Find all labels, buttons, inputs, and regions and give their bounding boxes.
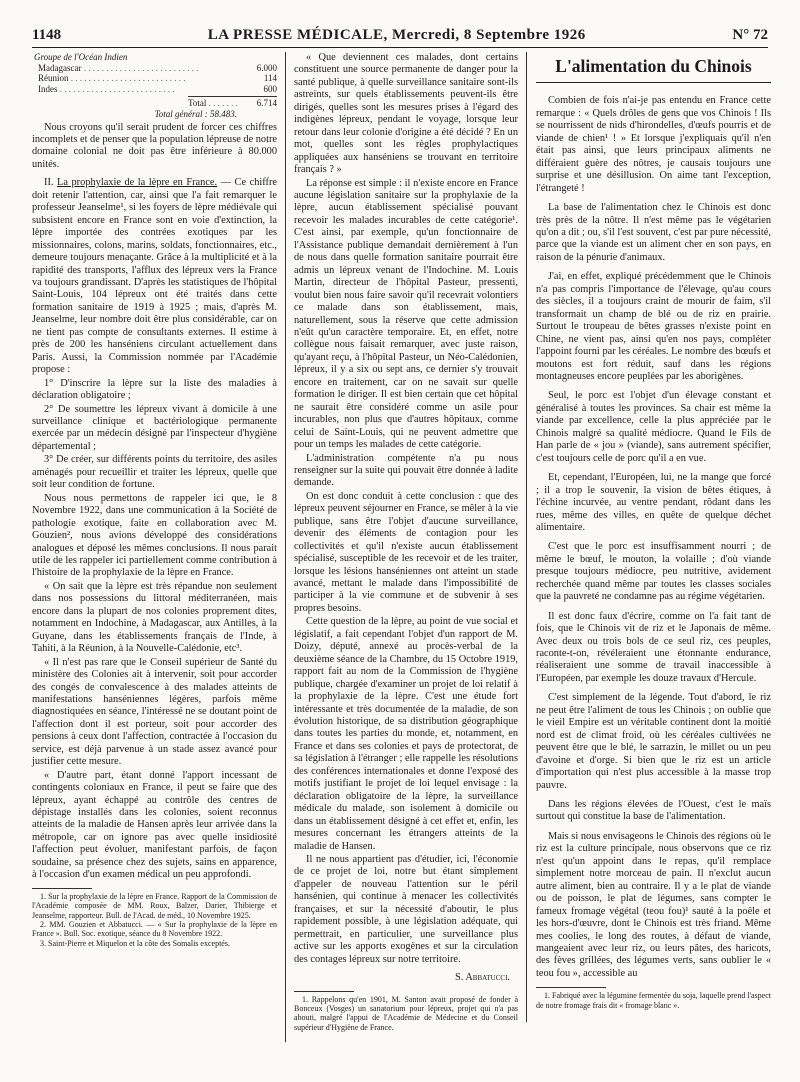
footnote-rule [536, 987, 606, 988]
paragraph: Combien de fois n'ai-je pas entendu en France cette remarque : « Quels drôles de gens que vos Chinois ! Ils se nourrissent de nids d'hirondelles, d'œufs pourris et de viande de chien¹ ! » Et lorsque j'expliquais qu'il n'en était pas ainsi, que leurs principaux aliments ne différaient guère des nôtres, je causais toujours une surprise et une désillusion. On aime tant l'exception, l'étrangeté ! [536, 95, 771, 194]
article-title: L'alimentation du Chinois [555, 56, 752, 76]
paragraph: « Il n'est pas rare que le Conseil supérieur de Santé du ministère des Colonies ait à intervenir, soit pour accorder des congés de convalescence à des malades atteints de manifestations hanséniennes légères, parfois même diagnostiquées en séance, l'intéressé ne se doutant point de l'affection dont il est porteur, soit pour accorder des pensions à ceux dont l'affection, contractée à l'occasion du service, est déjà parvenue à un stade assez avancé pour justifier cette mesure. [32, 656, 277, 768]
column-rule [285, 52, 286, 1042]
paragraph: « On sait que la lèpre est très répandue non seulement dans nos possessions du littoral méditerranéen, mais encore dans la plupart de nos colonies proprement dites, notamment en Indochine, à Madagascar, aux Antilles, à la Guyane, dans les établissements français de l'Inde, à Tahiti, à la Réunion, à la Nouvelle-Calédonie, etc³. [32, 580, 277, 655]
table-group-label: Groupe de l'Océan Indien [34, 52, 128, 62]
paragraph: Seul, le porc est l'objet d'un élevage constant et généralisé à toutes les provinces. Sa chair est même la viande par excellence, celle la plus appréciée par le Chinois malgré sa qualité médiocre. Quand le Fils de Han parle de « jou » (viande), sans autrement spécifier, c'est toujours celle de porc qu'il a en vue. [536, 390, 771, 464]
column-right [536, 52, 771, 1017]
paragraph: 2° De soumettre les lépreux vivant à domicile à une surveillance clinique et bactériologique permanente exercée par un médecin désigné par l'inspecteur d'hygiène départemental ; [32, 403, 277, 452]
table-row: Indes . . . 600 [38, 84, 277, 95]
section-paragraph [32, 177, 277, 376]
paragraph: Cette question de la lèpre, au point de vue social et législatif, a fait cependant l'objet d'un rapport de M. Doizy, député, annexé au procès-verbal de la deuxième séance de la Chambre, du 15 Octobre 1919, rapport fait au nom de la Commission de l'hygiène publique, chargée d'examiner un projet de loi relatif à la prophylaxie de la lèpre. C'est une étude fort intéressante et très documentée de la maladie, de son évolution historique, de sa distribution géographique dans toutes les parties du monde, et, notamment, en France et dans ses colonies et pays de protectorat, de sa législation à l'étranger ; elle rappelle les résolutions des conférences internationales et donne l'exposé des motifs justifiant le projet de loi lequel envisage : la déclaration obligatoire de la lèpre, la surveillance médicale du malade, son isolement à domicile ou dans un établissement désigné à cet effet et, enfin, les mesures concernant les étrangers atteints de la maladie de Hansen. [294, 616, 518, 852]
paragraph: Dans les régions élevées de l'Ouest, c'est le maïs surtout qui constitue la base de l'alimentation. [536, 799, 771, 823]
paragraph: Nous croyons qu'il serait prudent de forcer ces chiffres incomplets et de penser que la population lépreuse de notre domaine colonial ne doit pas être inférieure à 80.000 unités. [32, 121, 278, 170]
paragraph: Il ne nous appartient pas d'étudier, ici, l'économie de ce projet de loi, notre but étant simplement d'appeler de nouveau l'attention sur le péril hansénien, qui continue à menacer les collectivités françaises, et sur la nécessité d'aboutir, le plus rapidement possible, à une législation adéquate, qui permettrait, en particulier, une surveillance plus active sur les apports exogènes et sur la circulation des contages lépreux sur notre territoire. [294, 854, 518, 965]
issue-number: N° 72 [732, 27, 768, 43]
paragraph: C'est simplement de la légende. Tout d'abord, le riz ne peut être l'aliment de tous les Chinois ; on oublie que le vieil Empire est un véritable continent dont la moitié nord est de climat froid, où les céréales cultivées ne peuvent être que le blé, le sarrazin, le millet ou un peu d'avoine et d'orge. Si bien que le riz est un article d'importation qui n'est plus accessible à la masse trop pauvre. [536, 692, 771, 791]
section-text: — Ce chiffre doit retenir l'attention, car, ainsi que l'a fait remarquer le professeur Jeanselme¹, si les foyers de lèpre médiévale qui subsistent encore en France sont en voie d'extinction, la lèpre importée des contrées exotiques par les missionnaires, colons, marins, soldats, fonctionnaires, etc., demeure toujours menaçante. Grâce à la multiplicité et à la rapidité des transports, l'afflux des lépreux vers la France va toujours grandissant. D'après les statistiques de l'hôpital Saint-Louis, 104 lépreux ont été traités dans cette formation sanitaire de 1919 à 1925 ; mais, d'après M. Jeanselme, leur nombre doit être plus considérable, car on ne tient pas compte de consultants externes. Il estime à près de 200 les hanséniens circulant actuellement dans Paris. Aussi, la Commission nommée par l'Académie propose : [32, 177, 277, 376]
paragraph: « Que deviennent ces malades, dont certains constituent une source permanente de danger pour la santé publique, à quelle surveillance sanitaire sont-ils astreints, sur quels établissements peuvent-ils être dirigés, quelles sont les mesures prises à l'égard des indigènes lépreux, pendant le voyage, lorsque leur retour dans leur colonie d'origine a été décidé ? En un mot, quelles sont les règles prophylactiques appliquées aux hanséniens se trouvant en territoire français ? » [294, 52, 518, 176]
paragraph: « D'autre part, étant donné l'apport incessant de contingents coloniaux en France, il peut se faire que des lépreux, ayant échappé au contrôle des centres de dépistage installés dans les colonies, soient reconnus atteints de la maladie de Hansen après leur arrivée dans la métropole, car on ignore pas avec quelle insidiosité l'affection peut évoluer, manifestant parfois, de façon soudaine, sa présence chez des sujets, sains en apparence, à l'occasion d'un examen médical un peu approfondi. [32, 769, 277, 881]
footnote: 1. Rappelons qu'en 1901, M. Santon avait proposé de fonder à Bonceux (Vosges) un sanatorium pour lépreux, projet qui n'a pas abouti, malgré l'appui de l'Académie de Médecine et du Conseil supérieur d'Hygiène de France. [294, 994, 518, 1032]
paragraph: Nous nous permettons de rappeler ici que, le 8 Novembre 1922, dans une communication à la Société de pathologie exotique, faite en collaboration avec M. Gouzien², nous avions développé des considérations analogues et déposé les mêmes conclusions. Il nous parait utile de les rappeler ici partiellement comme contribution à l'histoire de la prophylaxie de la lèpre en France. [32, 492, 277, 579]
table-row: Madagascar . . . 6.000 [38, 63, 277, 74]
footnote-rule [294, 991, 354, 992]
section-number: II. [44, 177, 54, 189]
paragraph: La réponse est simple : il n'existe encore en France aucune législation sanitaire sur la prophylaxie de la lèpre, aucun établissement spécialisé pouvant recevoir les malades incurables de cette catégorie¹. C'est ainsi, par exemple, qu'un fonctionnaire de l'Assistance publique demandait dernièrement à l'un de nous dans quelle formation sanitaire pourrait être admis un lépreux venant de l'Indochine. M. Louis Martin, directeur de l'hôpital Pasteur, pressenti, voulut bien nous faire savoir qu'il recevrait volontiers ce malade dans son établissement, mais, naturellement, sous la réserve que cette admission n'eût qu'un caractère temporaire. Et, en effet, notre collègue nous faisait remarquer, avec juste raison, qu'ayant reçu, à l'hôpital Pasteur, un Néo-Calédonien, lépreux, il y a six ou sept ans, ce dernier s'y trouvait encore en traitement, car on ne savait sur quelle formation le diriger. Il est bien certain que cet hôpital ne saurait être considéré comme un asile pour incurables, non plus que d'autres hôpitaux, comme celui de Saint-Louis, qui ne peuvent admettre que pour un temps les malades de cette catégorie. [294, 177, 518, 451]
footnote: 1. Fabriqué avec la légumine fermentée du soja, laquelle prend l'aspect de notre fromage frais dit « fromage blanc ». [536, 991, 771, 1010]
paragraph: 1° D'inscrire la lèpre sur la liste des maladies à déclaration obligatoire ; [32, 377, 277, 402]
footnote-rule [32, 888, 92, 889]
table-grand-total: Total général : 58.483. [154, 108, 237, 119]
table-row: Réunion . . . 114 [38, 73, 277, 84]
paragraph: Il est donc faux d'écrire, comme on l'a fait tant de fois, que le Chinois vit de riz et le Japonais de même. Avec deux ou trois bols de ce seul riz, ces peuples, raconte-t-on, révéleraient une étonnante endurance, réaliseraient une somme de travail inaccessible à l'Européen, par exemple les douze travaux d'Hercule. [536, 610, 771, 684]
column-middle [294, 52, 518, 1032]
paragraph: On est donc conduit à cette conclusion : que des lépreux peuvent séjourner en France, se mêler à la vie publique, sans être l'objet d'aucune surveillance, devenir des éléments de contagion pour les collectivités et qu'il n'existe aucun établissement spécialisé, susceptible de les recevoir et de les traiter, lorsque les lésions hanséniennes ont atteint un stade avancé, mettant le malade dans l'impossibilité de participer à la vie commune et de subvenir à ses propres besoins. [294, 490, 518, 614]
paragraph: Et, cependant, l'Européen, lui, ne la mange que forcé ; il a trop le souvenir, la vision de bêtes étiques, à l'échine incurvée, au ventre pendant, rôdant dans les rues, même des villes, en quête de quelque déchet alimentaire. [536, 472, 771, 533]
section-heading: La prophylaxie de la lèpre en France. [57, 177, 218, 189]
paragraph: C'est que le porc est insuffisamment nourri ; de même le bœuf, le mouton, la volaille ; d'où viande presque toujours médiocre, peu nutritive, avidement recherchée quand même par toutes les classes sociales que la pauvreté ne condamne pas au régime végétarien. [536, 541, 771, 603]
footnote: 3. Saint-Pierre et Miquelon et la côte des Somalis exceptés. [40, 938, 230, 948]
leper-statistics-table [34, 52, 277, 120]
page-number: 1148 [32, 27, 62, 43]
page-header [32, 22, 768, 48]
column-left [32, 52, 277, 948]
paragraph: La base de l'alimentation chez le Chinois est donc très près de la nôtre. Il n'est même pas le végétarien qu'on a dit ; ou, s'il l'est souvent, c'est par pure nécessité, parce que la viande est un aliment cher en son pays, en raison de la pénurie d'animaux. [536, 202, 771, 263]
author-signature: S. Abbatucci. [454, 972, 510, 984]
footnote: 1. Sur la prophylaxie de la lèpre en France. Rapport de la Commission de l'Académie composée de MM. Roux, Balzer, Darier, Thibierge et Jeanselme, rapporteur. Bull. de l'Acad. de méd., 10 Novembre 1925. [32, 891, 277, 920]
paragraph: 3° De créer, sur différents points du territoire, des asiles aménagés pour recueillir et traiter les lépreux, quelle que soit leur condition de fortune. [32, 454, 277, 491]
paragraph: J'ai, en effet, expliqué précédemment que le Chinois n'a pas compris l'importance de l'élevage, qu'au cours des siècles, il a toujours craint de mourir de faim, s'il transformait un champ de blé ou de riz en prairie. Surtout le troupeau de bêtes grasses n'existe point en Chine, ne vient pas, ainsi qu'en nos pays, compléter l'appoint fourni par les céréales. Le nombre des bœufs et moutons est fort réduit, sauf dans les régions montagneuses encore peuplées par les aborigènes. [536, 271, 771, 382]
footnote: 2. MM. Gouzien et Abbatucci. — « Sur la prophylaxie de la lèpre en France ». Bull. Soc. exotique, séance du 8 Novembre 1922. [32, 919, 277, 939]
title-rule [536, 82, 771, 83]
paragraph: L'administration compétente n'a pu nous renseigner sur la suite qui pouvait être donnée à ladite demande. [294, 452, 518, 489]
paragraph: Mais si nous envisageons le Chinois des régions où le riz est la culture principale, nous observons que ce riz n'est qu'un appoint dans le repas, qu'il remplace simplement notre morceau de pain. Il n'exclut aucun autre aliment, bien au contraire. Il y a le plat de viande ou de poisson, le plat de légumes, sans compter le fameux fromage végétal (teou fou)¹ sauté à la poêle et les hors-d'œuvre, dont le Chinois est très friand. Même mes coolies, le long des routes, à défaut de viande, mangeaient avec leur riz, ou leurs pâtes, des haricots, des fèves grillées, des légumes verts, sans oublier le « teou fou », accessible au [536, 830, 771, 979]
column-rule [526, 52, 527, 1022]
journal-title: LA PRESSE MÉDICALE, Mercredi, 8 Septembre 1926 [207, 27, 586, 43]
table-total-row: Total . . . 6.714 [188, 96, 277, 109]
